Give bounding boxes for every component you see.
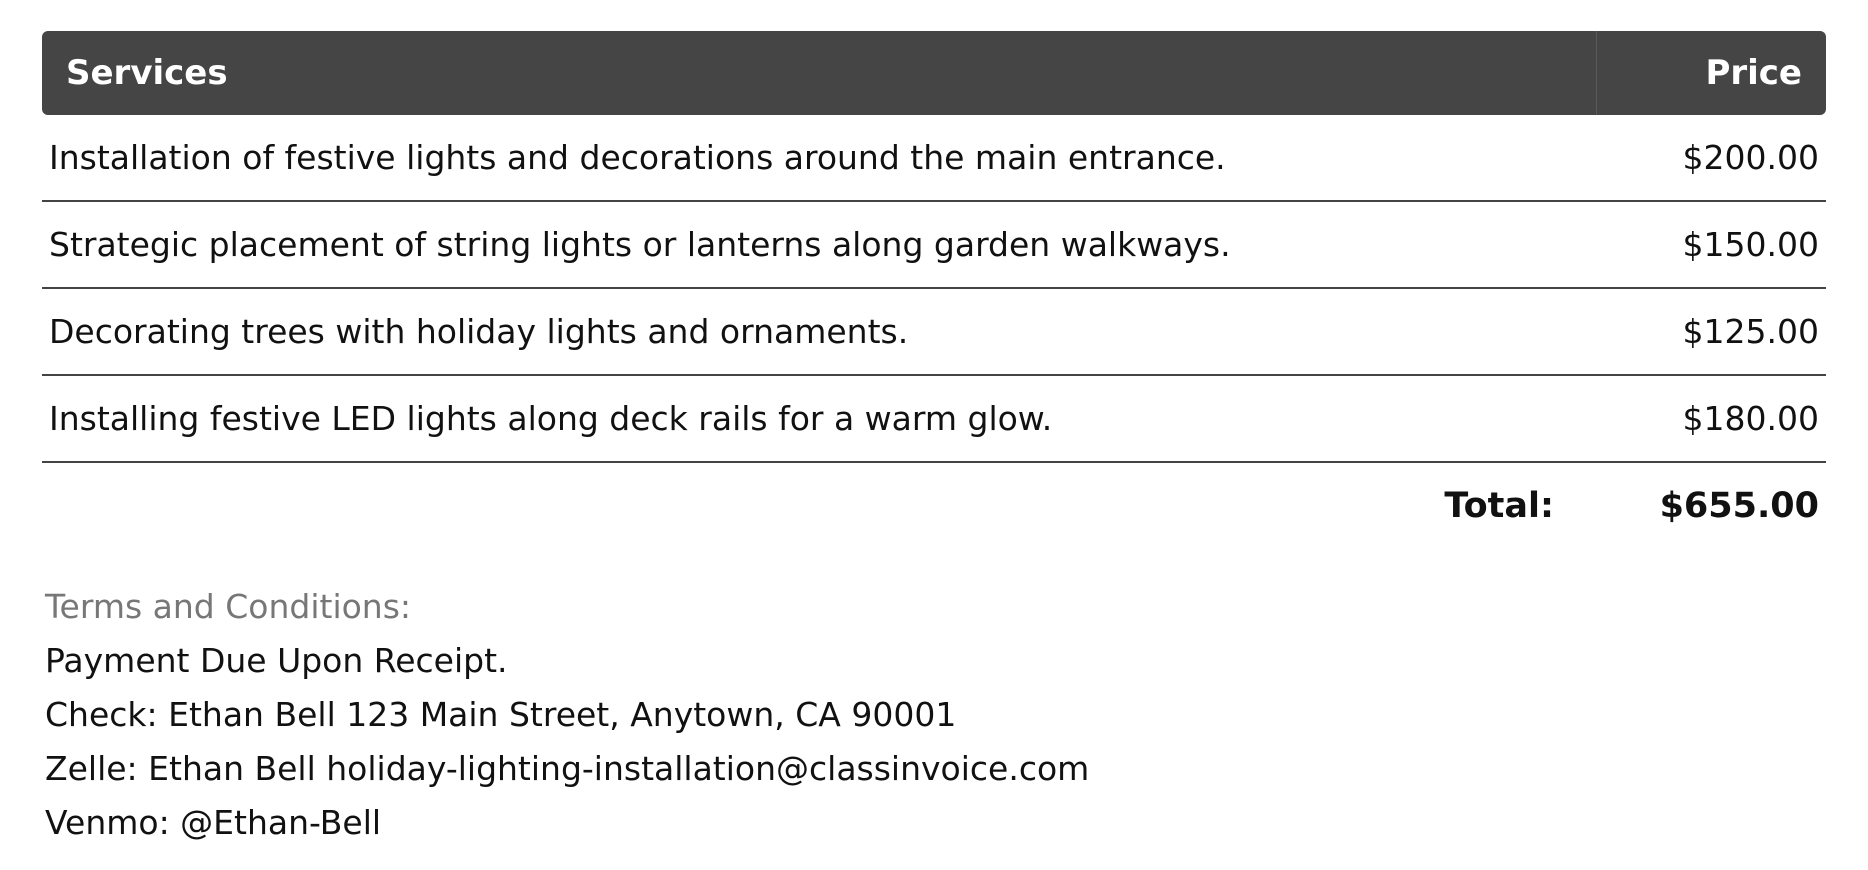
total-label: Total: xyxy=(1444,486,1554,526)
service-price: $125.00 xyxy=(1682,312,1819,351)
terms-venmo: Venmo: @Ethan-Bell xyxy=(45,803,382,842)
price-column-header: Price xyxy=(1596,31,1826,115)
terms-check: Check: Ethan Bell 123 Main Street, Anytown, CA 90001 xyxy=(45,695,957,734)
service-description: Installation of festive lights and decorations around the main entrance. xyxy=(49,138,1226,177)
service-description: Decorating trees with holiday lights and ornaments. xyxy=(49,312,909,351)
table-row xyxy=(42,202,1826,289)
table-row xyxy=(42,376,1826,463)
service-description: Installing festive LED lights along deck rails for a warm glow. xyxy=(49,399,1053,438)
service-description: Strategic placement of string lights or lanterns along garden walkways. xyxy=(49,225,1231,264)
table-row xyxy=(42,289,1826,376)
total-value: $655.00 xyxy=(1659,486,1819,526)
terms-title: Terms and Conditions: xyxy=(45,587,412,626)
service-price: $200.00 xyxy=(1682,138,1819,177)
table-row xyxy=(42,115,1826,202)
terms-section xyxy=(45,580,1089,850)
terms-payment-due: Payment Due Upon Receipt. xyxy=(45,641,508,680)
terms-zelle: Zelle: Ethan Bell holiday-lighting-installation@classinvoice.com xyxy=(45,749,1090,788)
services-column-header: Services xyxy=(66,53,228,93)
service-price: $180.00 xyxy=(1682,399,1819,438)
table-header xyxy=(42,31,1826,115)
service-price: $150.00 xyxy=(1682,225,1819,264)
services-table xyxy=(42,31,1826,549)
total-row xyxy=(42,463,1826,549)
